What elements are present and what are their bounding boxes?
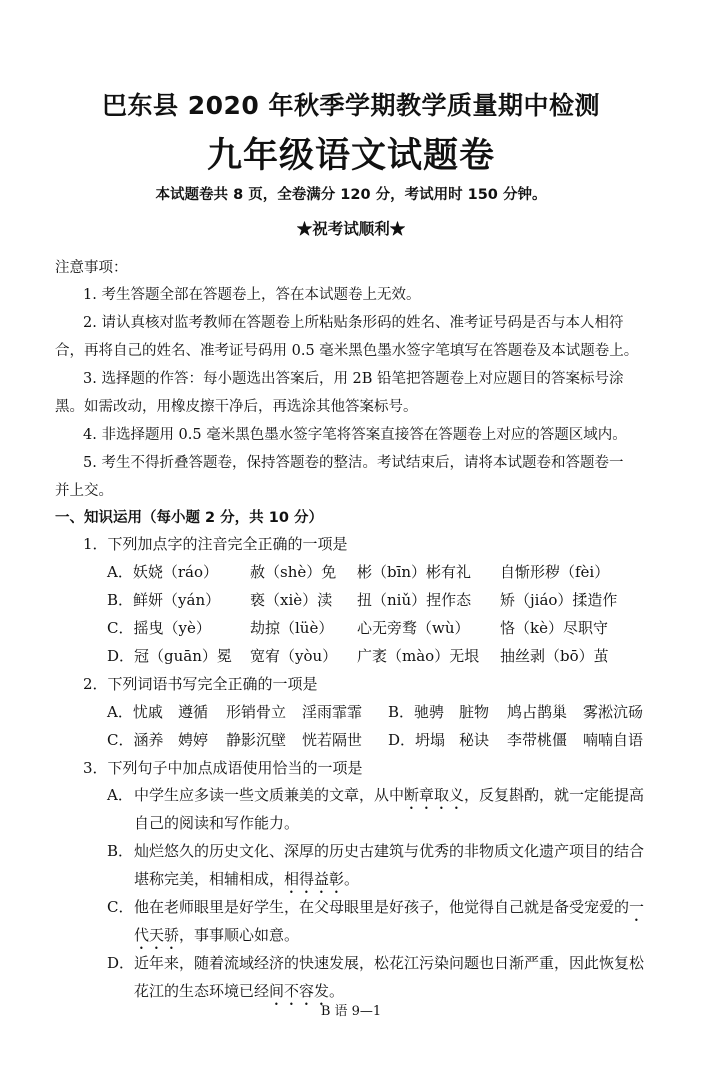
q3-option-d-line-2: 花江的生态环境已经间不容发。 — [134, 982, 345, 1000]
emphasized-idiom: 断章取义 — [404, 786, 465, 804]
q1-option-d-1: D．冠（guān）冕 — [107, 647, 232, 665]
q2-option-d-1: D．坍塌 — [388, 731, 446, 749]
q3-option-b-line-1: 灿烂悠久的历史文化、深厚的历史古建筑与优秀的非物质文化遗产项目的结合 — [134, 842, 645, 860]
q1-option-b-3: 扭（niǔ）捏作态 — [357, 591, 472, 609]
q2-option-a-4: 淫雨霏霏 — [302, 703, 363, 721]
q2-option-d-3: 李带桃僵 — [507, 731, 568, 749]
note-2-line-1: 2. 请认真核对监考教师在答题卷上所粘贴条形码的姓名、准考证号码是否与本人相符 — [83, 315, 624, 331]
note-3-line-1: 3. 选择题的作答：每小题选出答案后，用 2B 铅笔把答题卷上对应题目的答案标号涂 — [83, 371, 624, 387]
q1-option-d-4: 抽丝剥（bō）茧 — [500, 647, 609, 665]
exam-info: 本试题卷共 8 页，全卷满分 120 分，考试用时 150 分钟。 — [155, 187, 547, 203]
q2-option-a-3: 形销骨立 — [226, 703, 287, 721]
q2-option-d-2: 秘诀 — [459, 731, 490, 749]
q1-stem: 1．下列加点字的注音完全正确的一项是 — [83, 535, 348, 553]
q2-option-b-2: 脏物 — [459, 703, 490, 721]
q1-option-c-4: 恪（kè）尽职守 — [500, 619, 608, 637]
emphasized-idiom: 一 — [629, 898, 645, 916]
q2-option-b-4: 雾淞沆砀 — [583, 703, 644, 721]
q1-option-a-2: 赦（shè）免 — [250, 563, 337, 581]
q2-option-c-4: 恍若隔世 — [302, 731, 363, 749]
q1-option-a-1: A．妖娆（ráo） — [107, 563, 218, 581]
q1-option-a-3: 彬（bīn）彬有礼 — [357, 563, 472, 581]
q1-option-d-3: 广袤（mào）无垠 — [357, 647, 480, 665]
q1-option-b-2: 亵（xiè）渎 — [250, 591, 333, 609]
note-2-line-2: 合，再将自己的姓名、准考证号码用 0.5 毫米黑色墨水签字笔填写在答题卷及本试题卷上。 — [55, 343, 639, 359]
q1-option-c-3: 心无旁骛（wù） — [357, 619, 470, 637]
q2-option-c-1: C．涵养 — [107, 731, 164, 749]
q2-stem: 2．下列词语书写完全正确的一项是 — [83, 675, 318, 693]
q2-option-c-2: 娉婷 — [178, 731, 209, 749]
q2-option-c-3: 静影沉壁 — [226, 731, 287, 749]
q3-option-c-line-1: 他在老师眼里是好学生，在父母眼里是好孩子，他觉得自己就是备受宠爱的一 — [134, 898, 645, 916]
q2-option-b-3: 鸠占鹊巢 — [507, 703, 568, 721]
note-4: 4. 非选择题用 0.5 毫米黑色墨水签字笔将答案直接答在答题卷上对应的答题区域内。 — [83, 427, 627, 443]
paper-subtitle: 九年级语文试题卷 — [206, 136, 495, 176]
q3-option-a-label: A． — [107, 786, 133, 804]
q2-option-b-1: B．驰骋 — [388, 703, 445, 721]
emphasized-idiom: 间不容发 — [269, 982, 330, 1000]
q3-option-b-label: B． — [107, 842, 134, 860]
q3-option-c-label: C． — [107, 898, 134, 916]
note-5-line-1: 5. 考生不得折叠答题卷，保持答题卷的整洁。考试结束后，请将本试题卷和答题卷一 — [83, 455, 624, 471]
page-number: B 语 9—1 — [320, 1004, 382, 1019]
q1-option-c-1: C．摇曳（yè） — [107, 619, 211, 637]
q1-option-b-4: 矫（jiáo）揉造作 — [500, 591, 618, 609]
q1-option-d-2: 宽宥（yòu） — [250, 647, 338, 665]
note-5-line-2: 并上交。 — [55, 483, 113, 499]
good-luck-line: ★祝考试顺利★ — [296, 219, 406, 238]
emphasized-idiom: 代天骄 — [134, 926, 180, 944]
q2-option-d-4: 喃喃自语 — [583, 731, 644, 749]
q1-option-b-1: B．鲜妍（yán） — [107, 591, 221, 609]
section-1-heading: 一、知识运用（每小题 2 分，共 10 分） — [55, 510, 323, 526]
note-1: 1. 考生答题全部在答题卷上，答在本试题卷上无效。 — [83, 287, 421, 303]
q3-option-d-line-1: 近年来，随着流域经济的快速发展，松花江污染问题也日渐严重，因此恢复松 — [134, 954, 645, 972]
q3-option-a-line-1: 中学生应多读一些文质兼美的文章，从中断章取义，反复斟酌，就一定能提高 — [134, 786, 645, 804]
q3-option-d-label: D． — [107, 954, 135, 972]
q2-option-a-1: A．忧戚 — [107, 703, 163, 721]
emphasized-idiom: 相得益彰 — [284, 870, 345, 888]
q1-option-a-4: 自惭形秽（fèi） — [500, 563, 610, 581]
q3-option-b-line-2: 堪称完美，相辅相成，相得益彰。 — [134, 870, 360, 888]
q1-option-c-2: 劫掠（lüè） — [250, 619, 334, 637]
note-3-line-2: 黑。如需改动，用橡皮擦干净后，再选涂其他答案标号。 — [55, 399, 418, 415]
q3-option-a-line-2: 自己的阅读和写作能力。 — [134, 814, 300, 832]
q2-option-a-2: 遵循 — [178, 703, 209, 721]
q3-stem: 3．下列句子中加点成语使用恰当的一项是 — [83, 759, 363, 777]
notes-heading: 注意事项： — [55, 260, 128, 276]
exam-title: 巴东县 2020 年秋季学期教学质量期中检测 — [102, 91, 600, 120]
q3-option-c-line-2: 代天骄，事事顺心如意。 — [134, 926, 300, 944]
